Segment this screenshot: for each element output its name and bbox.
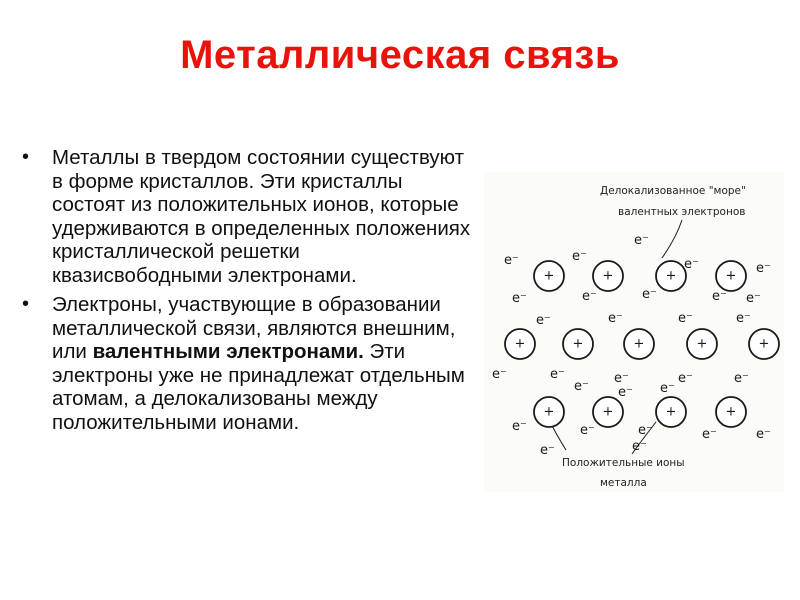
label-positive-ions-2: металла: [600, 477, 647, 489]
bullet-2-text-post: Эти электроны уже не принадлежат отдельным атомам, а делокализованы между положительными ионами.: [52, 340, 465, 434]
ion-charge: +: [665, 268, 677, 284]
ion-charge: +: [543, 404, 555, 420]
ion-charge: +: [602, 268, 614, 284]
lattice-diagram: [484, 172, 784, 492]
electron-symbol: e⁻: [574, 379, 589, 394]
ion-group: [505, 261, 779, 427]
ion-charge: +: [514, 336, 526, 352]
electron-symbol: e⁻: [540, 443, 555, 458]
electron-symbol: e⁻: [642, 287, 657, 302]
electron-symbol: e⁻: [702, 427, 717, 442]
bullet-marker: •: [22, 293, 30, 315]
electron-symbol: e⁻: [734, 371, 749, 386]
electron-symbol: e⁻: [712, 289, 727, 304]
bullet-1-text: Металлы в твердом состоянии существуют в форме кристаллов. Эти кристаллы состоят из положительных ионов, которые удерживаются в определенных положениях кристаллической решетки квазисвободными электронами.: [52, 146, 471, 287]
electron-symbol: e⁻: [660, 381, 675, 396]
bullet-item-2: [22, 293, 472, 434]
label-electron-sea-2: валентных электронов: [618, 206, 746, 218]
electron-symbol: e⁻: [580, 423, 595, 438]
electron-symbol: e⁻: [638, 423, 653, 438]
bullet-item-1: [22, 146, 472, 287]
electron-symbol: e⁻: [746, 291, 761, 306]
electron-symbol: e⁻: [504, 253, 519, 268]
leader-line-electron-sea: [662, 220, 682, 258]
ion-charge: +: [602, 404, 614, 420]
bullet-2-text-bold: валентными электронами.: [92, 340, 364, 363]
ion-charge: +: [758, 336, 770, 352]
electron-symbol: e⁻: [618, 385, 633, 400]
positive-ion: [593, 397, 623, 427]
positive-ion: [534, 261, 564, 291]
electron-symbol: e⁻: [512, 291, 527, 306]
positive-ion: [624, 329, 654, 359]
electron-symbol: e⁻: [572, 249, 587, 264]
electron-symbol: e⁻: [582, 289, 597, 304]
bullet-list: [22, 146, 472, 440]
electron-symbol: e⁻: [678, 371, 693, 386]
electron-symbol: e⁻: [492, 367, 507, 382]
electron-symbol: e⁻: [634, 233, 649, 248]
positive-ion: [716, 261, 746, 291]
bullet-marker: •: [22, 146, 30, 168]
ion-charge: +: [572, 336, 584, 352]
electron-symbol: e⁻: [736, 311, 751, 326]
ion-charge: +: [665, 404, 677, 420]
electron-symbol: e⁻: [536, 313, 551, 328]
positive-ion: [687, 329, 717, 359]
ion-charge: +: [725, 404, 737, 420]
ion-charge: +: [633, 336, 645, 352]
electron-symbol: e⁻: [684, 257, 699, 272]
positive-ion: [749, 329, 779, 359]
ion-charge: +: [725, 268, 737, 284]
metallic-lattice-figure: [484, 172, 784, 492]
label-positive-ions: Положительные ионы: [562, 457, 685, 469]
electron-symbol: e⁻: [550, 367, 565, 382]
electron-symbol: e⁻: [756, 427, 771, 442]
electron-symbol: e⁻: [632, 439, 647, 454]
positive-ion: [563, 329, 593, 359]
positive-ion: [534, 397, 564, 427]
electron-symbol: e⁻: [614, 371, 629, 386]
ion-charge: +: [696, 336, 708, 352]
positive-ion: [593, 261, 623, 291]
electron-symbol: e⁻: [678, 311, 693, 326]
positive-ion: [716, 397, 746, 427]
slide-title: Металлическая связь: [180, 33, 620, 77]
bullet-2-text-pre: Электроны, участвующие в образовании металлической связи, являются внешним, или: [52, 293, 456, 363]
electron-symbol: e⁻: [512, 419, 527, 434]
positive-ion: [656, 261, 686, 291]
ion-charge: +: [543, 268, 555, 284]
electron-symbol: e⁻: [608, 311, 623, 326]
positive-ion: [505, 329, 535, 359]
label-electron-sea: Делокализованное "море": [600, 185, 746, 197]
positive-ion: [656, 397, 686, 427]
electron-symbol: e⁻: [756, 261, 771, 276]
